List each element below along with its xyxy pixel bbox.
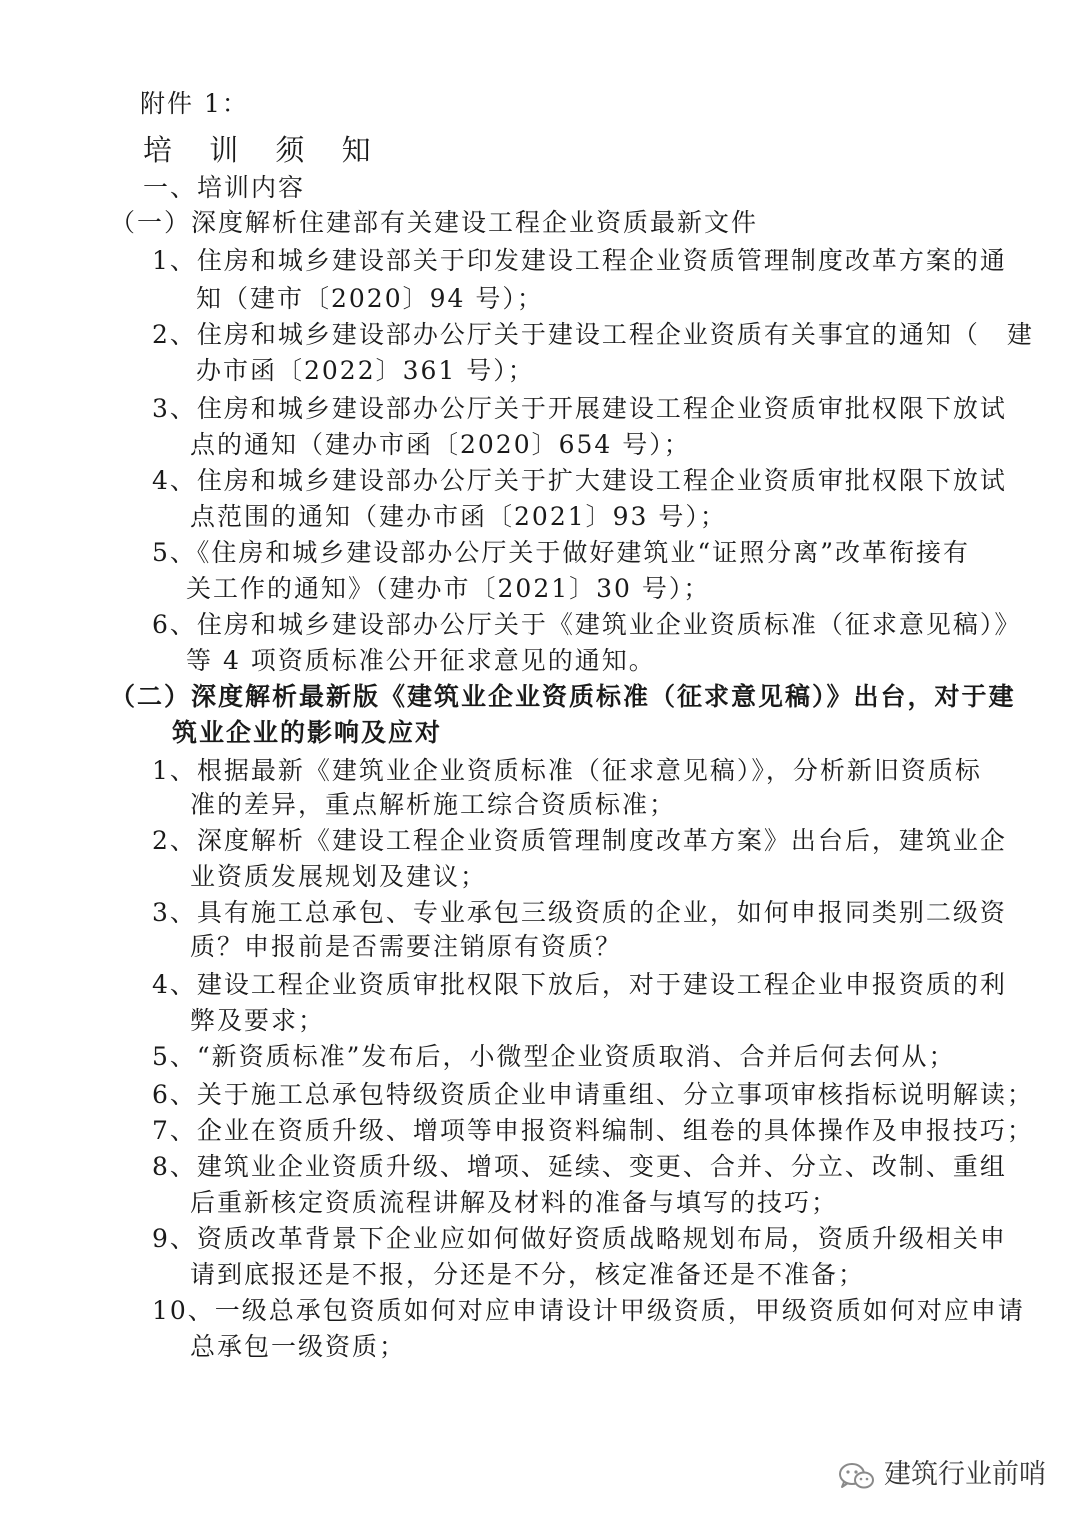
list-item-line: 知（建市〔2020〕94 号）； bbox=[196, 284, 544, 313]
wechat-watermark bbox=[838, 1456, 1058, 1496]
subsection-heading-1: （一）深度解析住建部有关建设工程企业资质最新文件 bbox=[110, 208, 759, 237]
list-item-line: 点的通知（建办市函〔2020〕654 号）； bbox=[190, 430, 691, 459]
list-item-line: 质？申报前是否需要注销原有资质？ bbox=[190, 932, 623, 961]
list-item-line: 6、关于施工总承包特级资质企业申请重组、分立事项审核指标说明解读； bbox=[152, 1080, 1034, 1109]
list-item-line: 9、资质改革背景下企业应如何做好资质战略规划布局，资质升级相关申 bbox=[152, 1224, 1007, 1253]
list-item-line: 5、“新资质标准”发布后，小微型企业资质取消、合并后何去何从； bbox=[152, 1042, 956, 1071]
list-item-line: 8、建筑业企业资质升级、增项、延续、变更、合并、分立、改制、重组 bbox=[152, 1152, 1007, 1181]
list-item-line: 6、住房和城乡建设部办公厅关于《建筑业企业资质标准（征求意见稿）》 bbox=[152, 610, 1022, 639]
list-item-line: 5、《住房和城乡建设部办公厅关于做好建筑业“证照分离”改革衔接有 bbox=[152, 538, 970, 567]
list-item-line: 办市函〔2022〕361 号）； bbox=[196, 356, 535, 385]
attachment-label: 附件 1： bbox=[140, 89, 249, 118]
wechat-icon bbox=[838, 1462, 876, 1490]
document-title: 培 训 须 知 bbox=[143, 133, 385, 167]
list-item-line: 业资质发展规划及建议； bbox=[190, 862, 488, 891]
list-item-line: 准的差异，重点解析施工综合资质标准； bbox=[190, 790, 677, 819]
subsection-heading-2-cont: 筑业企业的影响及应对 bbox=[172, 718, 443, 747]
list-item-line: 10、一级总承包资质如何对应申请设计甲级资质，甲级资质如何对应申请 bbox=[152, 1296, 1025, 1325]
list-item-line: 4、建设工程企业资质审批权限下放后，对于建设工程企业申报资质的利 bbox=[152, 970, 1007, 999]
watermark-text: 建筑行业前哨 bbox=[884, 1459, 1046, 1490]
list-item-line: 点范围的通知（建办市函〔2021〕93 号）； bbox=[190, 502, 727, 531]
list-item-line: 3、住房和城乡建设部办公厅关于开展建设工程企业资质审批权限下放试 bbox=[152, 394, 1007, 423]
list-item-line: 1、根据最新《建筑业企业资质标准（征求意见稿）》，分析新旧资质标 bbox=[152, 756, 982, 785]
list-item-line: 4、住房和城乡建设部办公厅关于扩大建设工程企业资质审批权限下放试 bbox=[152, 466, 1007, 495]
list-item-line: 等 4 项资质标准公开征求意见的通知。 bbox=[186, 646, 656, 675]
list-item-line: 弊及要求； bbox=[190, 1006, 326, 1035]
list-item-line: 总承包一级资质； bbox=[190, 1332, 407, 1361]
list-item-line: 2、住房和城乡建设部办公厅关于建设工程企业资质有关事宜的通知（ 建 bbox=[152, 320, 1034, 349]
list-item-line: 后重新核定资质流程讲解及材料的准备与填写的技巧； bbox=[190, 1188, 839, 1217]
list-item-line: 7、企业在资质升级、增项等申报资料编制、组卷的具体操作及申报技巧； bbox=[152, 1116, 1034, 1145]
list-item-line: 关工作的通知》（建办市〔2021〕30 号）； bbox=[186, 574, 711, 603]
list-item-line: 请到底报还是不报，分还是不分，核定准备还是不准备； bbox=[190, 1260, 866, 1289]
subsection-heading-2: （二）深度解析最新版《建筑业企业资质标准（征求意见稿）》出台，对于建 bbox=[110, 682, 1016, 711]
list-item-line: 3、具有施工总承包、专业承包三级资质的企业，如何申报同类别二级资 bbox=[152, 898, 1007, 927]
list-item-line: 1、住房和城乡建设部关于印发建设工程企业资质管理制度改革方案的通 bbox=[152, 246, 1007, 275]
section-heading: 一、培训内容 bbox=[143, 173, 306, 202]
list-item-line: 2、深度解析《建设工程企业资质管理制度改革方案》出台后，建筑业企 bbox=[152, 826, 1007, 855]
